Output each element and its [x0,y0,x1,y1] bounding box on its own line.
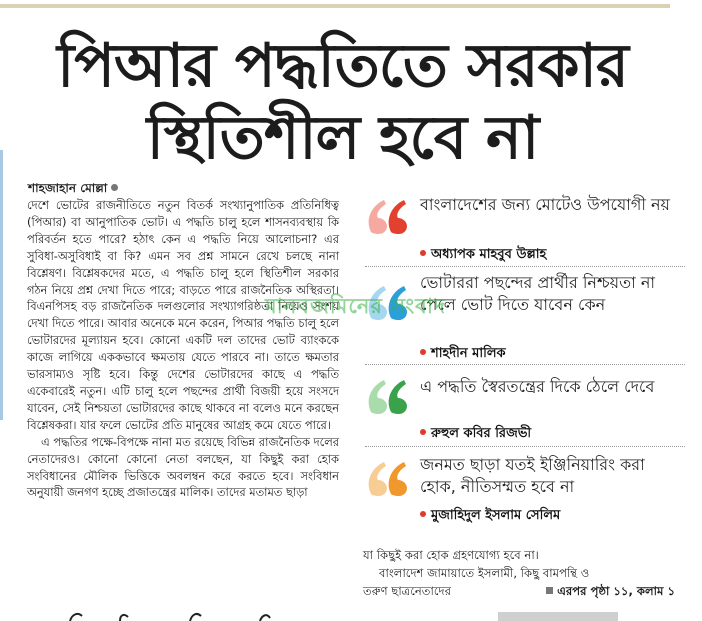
quote-author-4: মুজাহিদুল ইসলাম সেলিম [420,506,560,527]
author-name: শাহজাহান মোল্লা [28,181,108,195]
quote-author-3: রুহুল কবির রিজভী [420,424,531,445]
quote-mark-icon [367,196,411,236]
right-column-text [363,546,675,600]
bullet-dot-icon [420,250,426,256]
right-text-line-2: বাংলাদেশ জামায়াতে ইসলামী, কিছু বামপন্থি ও [379,566,590,580]
headline [15,30,670,174]
quote-block-1 [365,190,685,267]
watermark: মানবজমিনের সংবাদ [265,294,446,318]
bullet-dot-icon [420,349,426,355]
continued-link[interactable]: এরপর পৃষ্ঠা ১১, কলাম ১ [546,582,675,600]
article-body [27,197,339,501]
quote-mark-icon [367,458,411,498]
square-bullet-icon [546,587,553,594]
top-rule [0,4,670,8]
quote-block-4 [365,448,685,532]
quote-text-4: জনমত ছাড়া যতই ইঞ্জিনিয়ারিং করা হোক, নীতিসম্মত হবে না [420,455,645,496]
body-paragraph-2: এ পদ্ধতির পক্ষে-বিপক্ষে নানা মত রয়েছে বিভিন্ন রাজনৈতিক দলের নেতাদেরও। কোনো কোনো নেতা বলছেন, যা কিছুই করা হোক সংবিধানের মৌলিক ভিত্তিকে অবলম্বন করে করতে হবে। সংবিধান অনুযায়ী জনগণ হচ্ছে প্রজাতন্ত্রের মালিক। তাদের মতামত ছাড়া [27,434,339,500]
quote-text-2: ভোটাররা পছন্দের প্রার্থীর নিশ্চয়তা না পেলে ভোট দিতে যাবেন কেন [420,273,656,314]
quote-text-3: এ পদ্ধতি স্বৈরতন্ত্রের দিকে ঠেলে দেবে [420,377,655,396]
right-text-line-1: যা কিছুই করা হোক গ্রহণযোগ্য হবে না। [363,548,539,562]
bullet-dot-icon [420,429,426,435]
bullet-dot-icon [420,511,426,517]
left-accent-bar [0,150,3,420]
headline-line-2: স্থিতিশীল হবে না [146,103,539,173]
headline-line-1: পিআর পদ্ধতিতে সরকার [57,31,628,101]
quote-block-3 [365,366,685,447]
quote-text-1: বাংলাদেশের জন্য মোটেও উপযোগী নয় [420,195,670,214]
quote-author-1: অধ্যাপক মাহবুব উল্লাহ [420,245,546,266]
cropped-next-text [60,606,360,621]
quote-author-2: শাহদীন মালিক [420,344,506,365]
photo-edge [498,612,618,621]
right-text-line-3: তরুণ ছাত্রনেতাদের এরপর পৃষ্ঠা ১১, কলাম ১ [363,584,675,598]
body-paragraph-1: দেশে ভোটের রাজনীতিতে নতুন বিতর্ক সংখ্যানুপাতিক প্রতিনিধিত্ব (পিআর) বা আনুপাতিক ভোট। এ পদ্ধতি চালু হলে শাসনব্যবস্থায় কি পরিবর্তন হতে পারে? হঠাৎ কেন এ পদ্ধতি নিয়ে আলোচনা? এর সুবিধা-অসুবিধাই বা কি? এমন সব প্রশ্ন সামনে রেখে চলছে নানা বিশ্লেষণ। বিশ্লেষকদের মতে, এ পদ্ধতি চালু হলে স্থিতিশীল সরকার গঠন নিয়ে প্রশ্ন দেখা দিতে পারে; বাড়তে পারে রাজনৈতিক অস্থিরতা। বিএনপিসহ বড় রাজনৈতিক দলগুলোর সংখ্যাগরিষ্ঠতা নিয়েও সংশয় দেখা দিতে পারে। আবার অনেকে মনে করেন, পিআর পদ্ধতি চালু হলে ভোটারদের মূল্যায়ন হবে। কোনো একটি দল তাদের ভোট ব্যাংককে কাজে লাগিয়ে এককভাবে ক্ষমতায় যেতে পারবে না। তাতে ক্ষমতার ভারসাম্যও সৃষ্টি হবে। কিন্তু দেশের ভোটারদের কাছে এ পদ্ধতি একেবারেই নতুন। এটি চালু হলে পছন্দের প্রার্থী বিজয়ী হয়ে সংসদে যাবেন, সেই নিশ্চয়তা ভোটারদের কাছে থাকবে না বলেও মনে করছেন বিশ্লেষকরা। যার ফলে ভোটের প্রতি মানুষের আগ্রহ কমে যেতে পারে। [27,198,339,432]
quote-mark-icon [367,376,411,416]
byline-dot-icon [111,184,118,191]
